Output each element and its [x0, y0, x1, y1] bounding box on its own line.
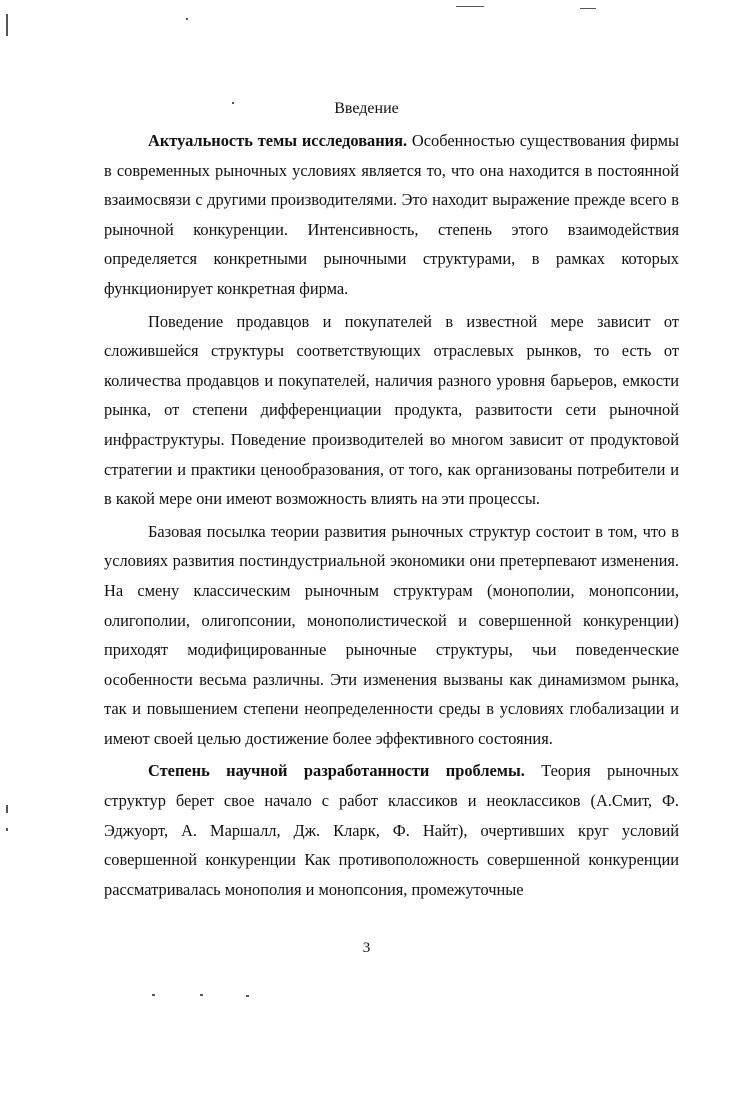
scan-speck — [456, 6, 484, 7]
paragraph-lead: Степень научной разработанности проблемы. — [148, 761, 525, 781]
scan-speck — [152, 994, 155, 996]
paragraph-lead: Актуальность темы исследования. — [148, 131, 408, 150]
paragraph-research-degree — [104, 756, 679, 904]
scan-speck — [200, 994, 203, 996]
scan-speck — [6, 805, 8, 813]
page-number: 3 — [362, 940, 371, 956]
scan-speck — [186, 18, 188, 20]
paragraph-relevance — [104, 126, 679, 304]
paragraph-text: Поведение продавцов и покупателей в известной мере зависит от сложившейся структуры соответствующих отраслевых рынков, то есть от количества продавцов и покупателей, наличия разного уровня барьеров, емкости рынка, от степени дифференциации продукта, развитости сети рыночной инфраструктуры. Поведение производителей во многом зависит от продуктовой стратегии и практики ценообразования, от того, как организованы потребители и в какой мере они имеют возможность влиять на эти процессы. — [104, 311, 679, 509]
document-body — [104, 126, 679, 904]
scan-speck — [246, 995, 249, 997]
paragraph-theory — [104, 517, 679, 754]
scan-speck — [6, 14, 8, 36]
paragraph-behavior — [104, 307, 679, 514]
scan-speck — [580, 8, 596, 9]
paragraph-text: Базовая посылка теории развития рыночных структур состоит в том, что в условиях развития постиндустриальной экономики они претерпевают изменения. На смену классическим рыночным структурам (монополии, монопсонии, олигополии, олигопсонии, монополистической и совершенной конкуренции) приходят модифицированные рыночные структуры, чьи поведенческие особенности весьма различны. Эти изменения вызваны как динамизмом рынка, так и повышением степени неопределенности среды в условиях глобализации и имеют своей целью достижение более эффективного состояния. — [104, 521, 679, 748]
document-title: Введение — [334, 100, 399, 117]
scan-speck — [6, 828, 8, 831]
paragraph-text: Теория рыночных структур берет свое начало с работ классиков и неоклассиков (А.Смит, Ф. Эджуорт, А. Маршалл, Дж. Кларк, Ф. Найт), очертивших круг условий совершенной конкуренции Как противоположность совершенной конкуренции рассматривалась монополия и монопсония, промежуточные — [104, 761, 679, 899]
paragraph-text: Особенностью существования фирмы в современных рыночных условиях является то, что она находится в постоянной взаимосвязи с другими производителями. Это находит выражение прежде всего в рыночной конкуренции. Интенсивность, степень этого взаимодействия определяется конкретными рыночными структурами, в рамках которых функционирует конкретная фирма. — [104, 131, 679, 298]
